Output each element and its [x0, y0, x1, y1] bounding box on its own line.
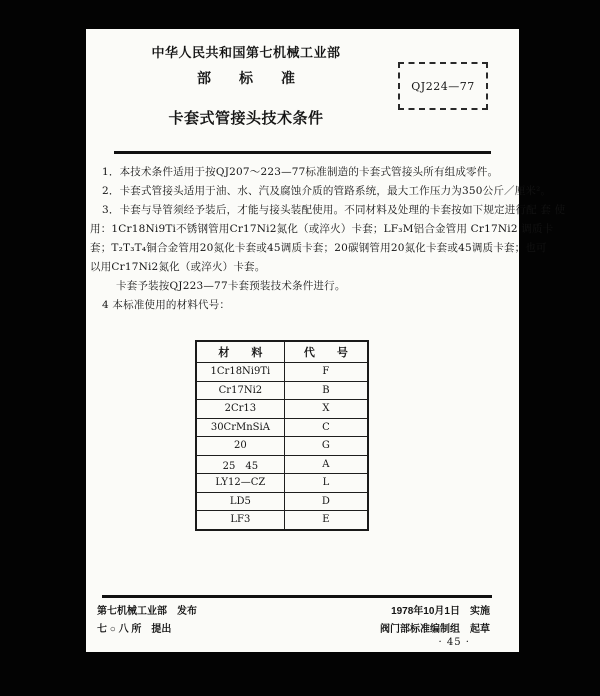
- code-cell: D: [284, 492, 368, 511]
- code-cell: G: [284, 437, 368, 456]
- document-page: [86, 29, 566, 652]
- table-row: [196, 474, 368, 493]
- material-cell: 20: [196, 437, 284, 456]
- code-cell: B: [284, 381, 368, 400]
- clause-3-line-4: 以用Cr17Ni2氮化（或淬火）卡套。: [90, 261, 266, 273]
- implementation-line: 1978年10月1日 实施: [391, 606, 490, 617]
- table-row: [196, 363, 368, 382]
- clause-4: 4 本标准使用的材料代号：: [102, 299, 231, 311]
- drafter-line: 阀门部标准编制组 起草: [380, 624, 490, 635]
- standard-type-label: 部 标 准: [197, 70, 295, 86]
- table-row: [196, 492, 368, 511]
- material-cell: LF3: [196, 511, 284, 530]
- footer-rule: [102, 595, 492, 598]
- code-cell: C: [284, 418, 368, 437]
- material-cell: 1Cr18Ni9Ti: [196, 363, 284, 382]
- clause-3-line-1: 3．卡套与导管须经予装后，才能与接头装配使用。不同材料及处理的卡套按如下规定进行配 套 使: [102, 204, 566, 216]
- clause-3-line-2: 用：1Cr18Ni9Ti不锈钢管用Cr17Ni2氮化（或淬火）卡套；LF₃M铝合金管用 Cr17Ni2 调质卡: [90, 223, 554, 235]
- footer-right-block: [380, 603, 490, 639]
- issuer-name: 中华人民共和国第七机械工业部: [151, 45, 341, 60]
- table-header-row: [196, 341, 368, 363]
- clause-2: 2．卡套式管接头适用于油、水、汽及腐蚀介质的管路系统，最大工作压力为350公斤／厘米²。: [102, 185, 552, 197]
- material-cell: LY12—CZ: [196, 474, 284, 493]
- table-row: [196, 400, 368, 419]
- code-cell: E: [284, 511, 368, 530]
- page-number: · 45 ·: [438, 637, 470, 648]
- document-title: 卡套式管接头技术条件: [168, 110, 324, 127]
- header-rule: [114, 151, 491, 154]
- footer-left-block: [97, 603, 197, 639]
- code-column-header: 代 号: [284, 341, 368, 363]
- publisher-line: 第七机械工业部 发布: [97, 606, 197, 617]
- table-row: [196, 437, 368, 456]
- materials-table: [195, 340, 369, 531]
- material-cell: 2Cr13: [196, 400, 284, 419]
- table-row: [196, 511, 368, 530]
- material-column-header: 材 料: [196, 341, 284, 363]
- code-cell: X: [284, 400, 368, 419]
- material-cell: 30CrMnSiA: [196, 418, 284, 437]
- proposer-line: 七 ○ 八 所 提出: [97, 624, 172, 635]
- table-row: [196, 455, 368, 474]
- table-row: [196, 381, 368, 400]
- standard-number-box: [398, 62, 488, 110]
- material-cell: 25 45: [196, 455, 284, 474]
- code-cell: L: [284, 474, 368, 493]
- code-cell: F: [284, 363, 368, 382]
- clauses-block: [90, 163, 566, 315]
- clause-1: 1．本技术条件适用于按QJ207～223—77标准制造的卡套式管接头所有组成零件。: [102, 166, 499, 178]
- clause-3-note: 卡套予装按QJ223—77卡套预装技术条件进行。: [116, 280, 346, 292]
- table-row: [196, 418, 368, 437]
- material-cell: LD5: [196, 492, 284, 511]
- standard-number: QJ224—77: [411, 79, 475, 93]
- clause-3-line-3: 套；T₂T₃T₄铜合金管用20氮化卡套或45调质卡套；20碳钢管用20氮化卡套或45调质卡套；也可: [90, 242, 547, 254]
- code-cell: A: [284, 455, 368, 474]
- material-cell: Cr17Ni2: [196, 381, 284, 400]
